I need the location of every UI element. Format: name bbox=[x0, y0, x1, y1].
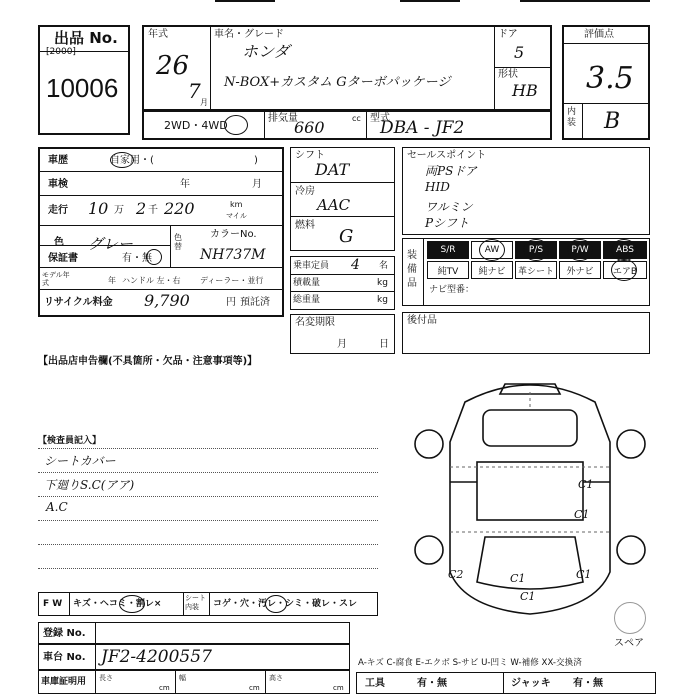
capacity-value: 4 bbox=[351, 257, 360, 273]
interior-label: 内装 bbox=[567, 107, 577, 128]
equip-airbag-circle bbox=[611, 259, 637, 281]
color-code-label: カラーNo. bbox=[210, 229, 257, 240]
wheel-rr-icon bbox=[617, 536, 645, 564]
chassis-value: JF2-4200557 bbox=[101, 647, 212, 667]
chassis-label: 車台 No. bbox=[43, 652, 86, 663]
equip-navi: 純ナビ bbox=[471, 261, 513, 279]
fuel-label: 燃料 bbox=[295, 220, 315, 231]
spec-row bbox=[142, 110, 552, 140]
inspector-line-2: 下廻りS.C(アア) bbox=[44, 478, 135, 492]
mark-4: C2 bbox=[448, 568, 464, 581]
model-value: N-BOX+カスタム Gターボパッケージ bbox=[224, 75, 451, 90]
mileage-10k: 10 bbox=[88, 199, 109, 218]
warranty-circle bbox=[146, 249, 162, 265]
shift-label: シフト bbox=[295, 150, 325, 161]
lot-box bbox=[38, 25, 130, 135]
mileage-man: 万 bbox=[114, 205, 124, 216]
equip-abs: ABS bbox=[603, 241, 647, 259]
mileage-km: km bbox=[230, 200, 243, 209]
capacity-unit: 名 bbox=[379, 261, 389, 271]
registration-row bbox=[38, 622, 350, 644]
make-value: ホンダ bbox=[242, 42, 290, 61]
navi-model-label: ナビ型番： bbox=[429, 285, 475, 295]
mileage-rest: 220 bbox=[164, 199, 195, 218]
ac-label: 冷房 bbox=[295, 186, 315, 197]
equipment-box bbox=[402, 238, 650, 306]
condition-row bbox=[38, 592, 378, 616]
shape-label: 形状 bbox=[498, 69, 518, 80]
equip-ps: P/S bbox=[515, 241, 557, 259]
equip-leather: 革シート bbox=[515, 261, 557, 279]
vehicle-box bbox=[142, 25, 552, 111]
tools-value: 有・無 bbox=[417, 678, 447, 689]
mileage-label: 走行 bbox=[48, 205, 68, 216]
condition-circle-1 bbox=[119, 595, 145, 613]
score-value: 3.5 bbox=[586, 61, 634, 96]
mark-5: C1 bbox=[510, 572, 526, 585]
equipment-label: 装備品 bbox=[407, 250, 417, 289]
shift-value: DAT bbox=[315, 160, 350, 179]
recycle-label: リサイクル料金 bbox=[44, 297, 113, 308]
sales-point-4: Pシフト bbox=[425, 216, 470, 230]
seller-notes-label: 【出品店申告欄(不具箇所・欠品・注意事項等)】 bbox=[38, 356, 258, 367]
grade-box bbox=[562, 25, 650, 140]
equip-ext-navi: 外ナビ bbox=[559, 261, 601, 279]
equip-airbag: エアB bbox=[603, 261, 647, 279]
equip-pw: P/W bbox=[559, 241, 601, 259]
equip-sr: S/R bbox=[427, 241, 469, 259]
shape-value: HB bbox=[512, 81, 538, 100]
condition-fw: F W bbox=[43, 599, 63, 609]
mileage-1k: 2 bbox=[136, 199, 147, 218]
door-label: ドア bbox=[498, 29, 518, 40]
equip-aw: AW bbox=[471, 241, 513, 259]
model-info-dealer: ディーラー・並行 bbox=[200, 276, 264, 285]
equip-abs-circle bbox=[611, 239, 637, 261]
mileage-mile: マイル bbox=[226, 212, 247, 220]
equip-pw-circle bbox=[567, 239, 593, 261]
sales-points-box bbox=[402, 147, 650, 235]
recycle-unit: 円 bbox=[226, 297, 236, 308]
lot-number: 10006 bbox=[46, 73, 119, 103]
mark-3: C1 bbox=[576, 568, 592, 581]
inspection-label: 車検 bbox=[48, 179, 68, 190]
car-rear-window bbox=[477, 537, 583, 589]
mark-2: C1 bbox=[574, 508, 590, 521]
registration-label: 登録 No. bbox=[43, 628, 86, 639]
capacity-box bbox=[290, 256, 395, 310]
lot-subcode: [2000] bbox=[46, 47, 76, 57]
sales-point-2: HID bbox=[425, 180, 450, 194]
certificate-label: 車庫証明用 bbox=[41, 677, 87, 687]
jack-value: 有・無 bbox=[573, 678, 603, 689]
equip-aw-circle bbox=[479, 239, 505, 261]
fuel-value: G bbox=[339, 226, 354, 247]
cert-height-unit: cm bbox=[333, 684, 344, 692]
cert-width-unit: cm bbox=[249, 684, 260, 692]
score-label: 評価点 bbox=[584, 29, 614, 40]
history-value: 自家用・( bbox=[110, 155, 154, 166]
weight-unit: kg bbox=[377, 295, 388, 305]
name-change-day: 日 bbox=[379, 339, 389, 350]
condition-seat-label: シート内装 bbox=[185, 594, 206, 611]
condition-second: コゲ・穴・汚レ・シミ・破レ・スレ bbox=[213, 599, 358, 609]
equip-ps-circle bbox=[523, 239, 549, 261]
capacity-label: 乗車定員 bbox=[293, 261, 330, 271]
inspector-line-3: A.C bbox=[46, 500, 68, 514]
displacement-value: 660 bbox=[294, 118, 325, 137]
door-value: 5 bbox=[514, 43, 525, 62]
model-type-value: DBA - JF2 bbox=[380, 118, 465, 138]
month-unit: 月 bbox=[200, 98, 208, 107]
drive-circle bbox=[224, 115, 248, 135]
history-label: 車歴 bbox=[48, 155, 68, 166]
inspection-year: 年 bbox=[180, 179, 190, 190]
color-change-label: 色替 bbox=[174, 233, 182, 251]
aftermarket-label: 後付品 bbox=[407, 315, 437, 326]
inspector-line-1: シートカバー bbox=[44, 454, 116, 468]
color-label: 色 bbox=[54, 237, 64, 248]
recycle-amount: 9,790 bbox=[144, 291, 190, 310]
chassis-row bbox=[38, 644, 350, 670]
cert-length: 長さ bbox=[99, 674, 113, 682]
condition-circle-2 bbox=[265, 595, 287, 613]
inspection-month: 月 bbox=[252, 179, 262, 190]
recycle-note: 預託済 bbox=[240, 297, 270, 308]
load-unit: kg bbox=[377, 278, 388, 288]
equip-tv: 純TV bbox=[427, 261, 469, 279]
jack-label: ジャッキ bbox=[511, 678, 551, 689]
cert-height: 高さ bbox=[269, 674, 283, 682]
cert-length-unit: cm bbox=[159, 684, 170, 692]
spare-label: スペア bbox=[614, 638, 644, 649]
inspector-label: 【検査員記入】 bbox=[38, 436, 102, 446]
car-roof bbox=[477, 462, 583, 520]
displacement-unit: cc bbox=[352, 114, 361, 123]
warranty-value: 有・無 bbox=[122, 253, 152, 264]
spare-tire-icon bbox=[614, 602, 646, 634]
model-info-label: モデル年式 bbox=[42, 271, 70, 287]
load-label: 積載量 bbox=[293, 278, 321, 288]
wheel-fr-icon bbox=[617, 430, 645, 458]
aftermarket-box bbox=[402, 312, 650, 354]
tools-label: 工具 bbox=[365, 678, 385, 689]
cert-width: 幅 bbox=[179, 674, 186, 682]
shift-box bbox=[290, 147, 395, 251]
condition-first: キズ・ヘコミ・割レ× bbox=[73, 599, 162, 609]
legend-text: A-キズ C-腐食 E-エクボ S-サビ U-凹ミ W-補修 XX-交換済 bbox=[358, 658, 582, 668]
wheel-fl-icon bbox=[415, 430, 443, 458]
certificate-row bbox=[38, 670, 350, 694]
year-value: 26 bbox=[156, 51, 190, 81]
mark-6: C1 bbox=[520, 590, 536, 603]
model-info-year: 年 bbox=[108, 276, 116, 285]
car-windshield bbox=[483, 410, 577, 446]
wheel-rl-icon bbox=[415, 536, 443, 564]
sales-points-label: セールスポイント bbox=[407, 150, 487, 161]
interior-value: B bbox=[604, 109, 621, 134]
sales-point-1: 両PSドア bbox=[425, 164, 477, 178]
name-change-month: 月 bbox=[337, 339, 347, 350]
color-value: グレー bbox=[88, 235, 134, 253]
ac-value: AAC bbox=[317, 196, 351, 214]
name-change-box bbox=[290, 314, 395, 354]
year-label: 年式 bbox=[148, 29, 168, 40]
lot-label: 出品 No. bbox=[54, 29, 118, 47]
model-type-label: 型式 bbox=[370, 113, 390, 124]
mileage-sen: 千 bbox=[148, 205, 158, 216]
month-value: 7 bbox=[188, 79, 201, 103]
details-box bbox=[38, 147, 284, 317]
color-code-value: NH737M bbox=[200, 247, 266, 263]
car-diagram bbox=[405, 372, 655, 627]
sales-point-3: ワルミン bbox=[425, 200, 473, 214]
model-info-handle: ハンドル 左・右 bbox=[122, 276, 181, 285]
weight-label: 総重量 bbox=[293, 295, 321, 305]
mark-1: C1 bbox=[578, 478, 594, 491]
history-circle bbox=[110, 152, 134, 168]
name-label: 車名・グレード bbox=[214, 29, 284, 40]
warranty-label: 保証書 bbox=[48, 253, 78, 264]
displacement-label: 排気量 bbox=[268, 113, 298, 124]
tools-jack-row bbox=[356, 672, 656, 694]
drive-options: 2WD・4WD bbox=[164, 119, 228, 132]
history-close: ) bbox=[254, 155, 258, 166]
name-change-label: 名変期限 bbox=[295, 317, 335, 328]
